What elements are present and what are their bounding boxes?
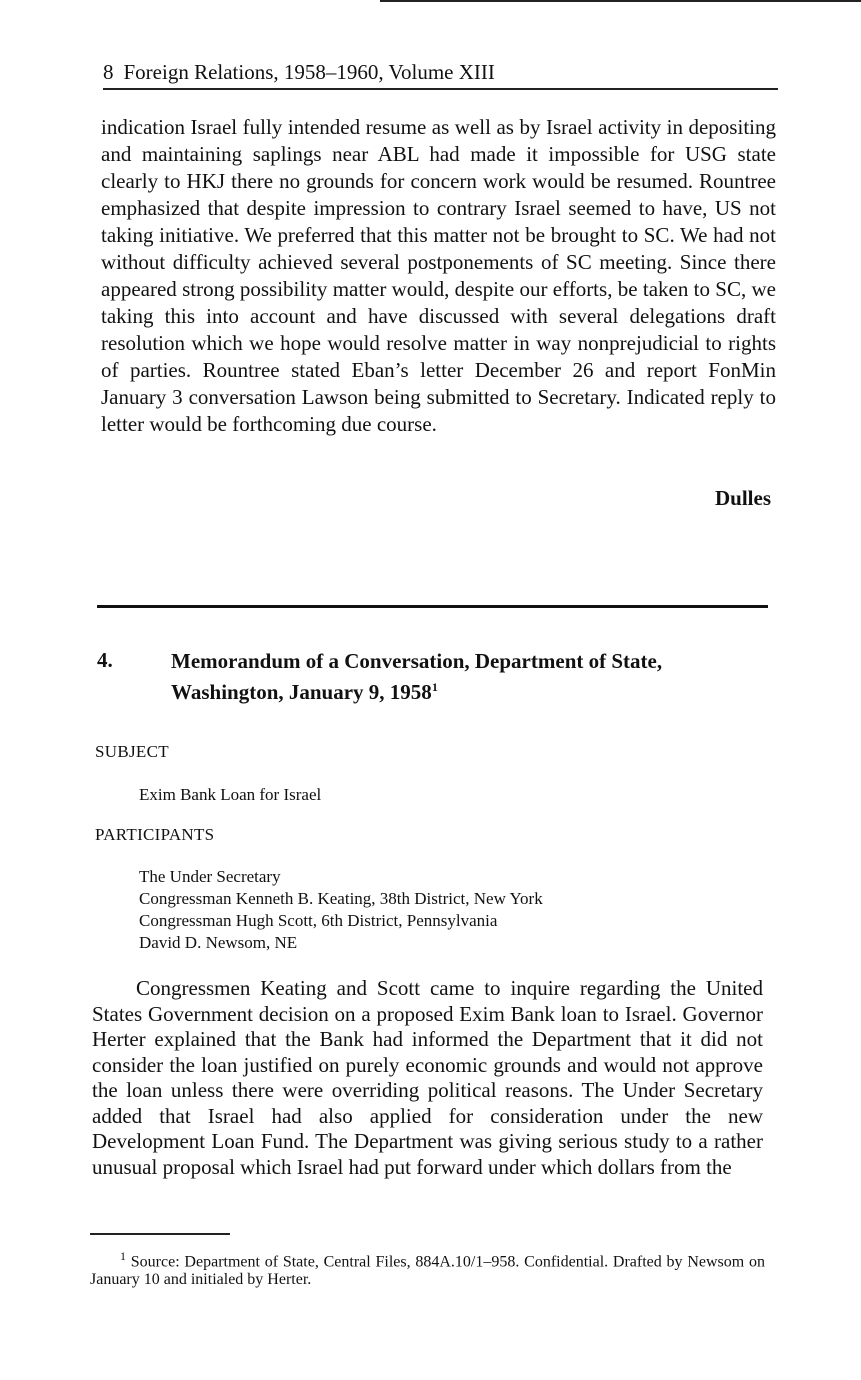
series-title: Foreign Relations, 1958–1960, Volume XIII	[123, 60, 495, 84]
participants-list	[139, 866, 543, 954]
document-number: 4.	[97, 648, 113, 672]
signature: Dulles	[714, 486, 771, 510]
footnote-divider	[90, 1233, 230, 1235]
participant: The Under Secretary	[139, 867, 281, 886]
footnote	[90, 1247, 765, 1289]
carryover-paragraph: indication Israel fully intended resume as well as by Israel activity in depositing and maintaining saplings near ABL had made it impossible for USG state clearly to HKJ there no grounds for concern work would be resumed. Rountree emphasized that despite impression to contrary Israel seemed to have, US not taking initiative. We preferred that this matter not be brought to SC. We had not without difficulty achieved several postponements of SC meeting. Since there appeared strong possibility matter would, despite our efforts, be taken to SC, we taking this into account and have discussed with several delegations draft resolution which we hope would resolve matter in way nonprejudicial to rights of parties. Rountree stated Eban’s letter December 26 and report FonMin January 3 conversation Lawson being submitted to Secretary. Indicated reply to letter would be forthcoming due course.	[101, 115, 776, 436]
subject-value: Exim Bank Loan for Israel	[139, 785, 322, 804]
footnote-text: Source: Department of State, Central Files, 884A.10/1–958. Confidential. Drafted by Newsom on January 10 and initialed by Herter.	[90, 1253, 766, 1289]
document-title-text: Memorandum of a Conversation, Department of State, Washington, January 9, 1958	[171, 649, 663, 704]
memo-body-paragraph: Congressmen Keating and Scott came to inquire regarding the United States Government decision on a proposed Exim Bank loan to Israel. Governor Herter explained that the Bank had informed the Department that it did not consider the loan justified on purely economic grounds and would not approve the loan unless there were overriding political reasons. The Under Secretary added that Israel had also applied for consideration under the new Development Loan Fund. The Department was giving serious study to a rather unusual proposal which Israel had put forward under which dollars from the	[92, 976, 763, 1179]
participant: Congressman Kenneth B. Keating, 38th District, New York	[139, 889, 543, 908]
page-edge-line	[380, 0, 861, 2]
section-divider	[97, 605, 768, 608]
subject-label: SUBJECT	[95, 742, 169, 761]
participant: David D. Newsom, NE	[139, 933, 298, 952]
page-number: 8	[103, 60, 114, 84]
footnote-reference[interactable]: 1	[431, 680, 438, 694]
document-title	[171, 648, 731, 705]
participant: Congressman Hugh Scott, 6th District, Pennsylvania	[139, 911, 498, 930]
footnote-marker: 1	[120, 1249, 126, 1263]
participants-label: PARTICIPANTS	[95, 825, 215, 844]
running-head	[103, 58, 778, 90]
